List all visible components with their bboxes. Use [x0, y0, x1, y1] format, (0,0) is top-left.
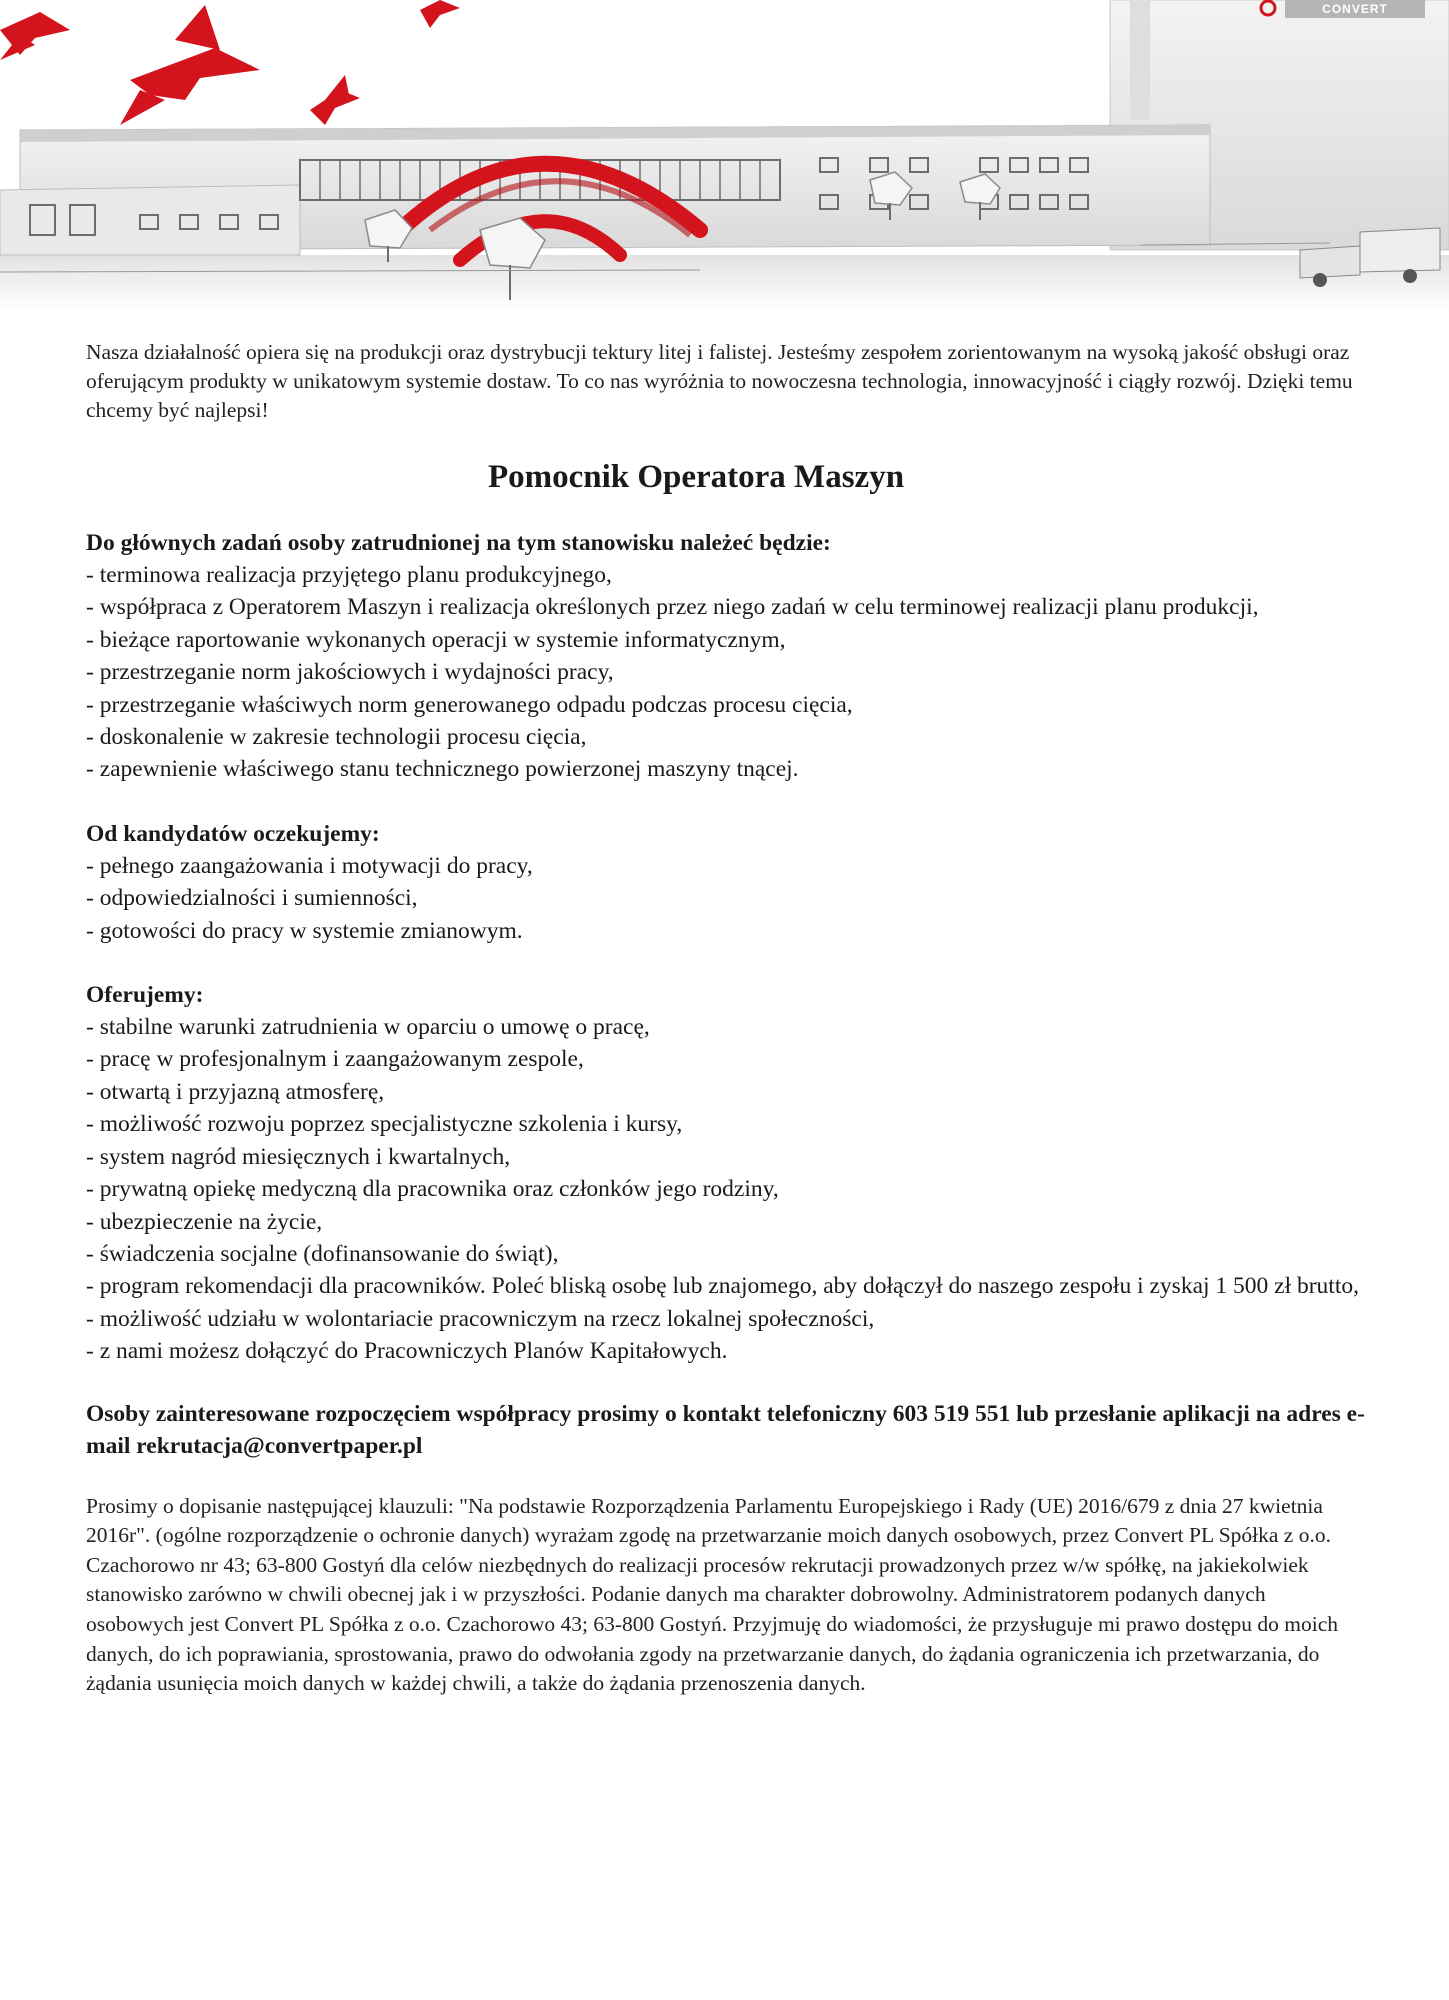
- list-item: - pełnego zaangażowania i motywacji do pracy,: [86, 852, 533, 879]
- offer-heading: Oferujemy:: [86, 982, 204, 1009]
- duties-heading: Do głównych zadań osoby zatrudnionej na tym stanowisku należeć będzie:: [86, 530, 831, 556]
- gdpr-clause: Prosimy o dopisanie następującej klauzuli: "Na podstawie Rozporządzenia Parlamentu Europejskiego i Rady (UE) 2016/679 z dnia 27 kwietnia 2016r". (ogólne rozporządzenie o ochronie danych) wyrażam zgodę na przetwarzanie moich danych osobowych, przez Convert PL Spółka z o.o. Czachorowo nr 43; 63-800 Gostyń dla celów niezbędnych do realizacji procesów rekrutacji prowadzonych przez w/w spółkę, na jakiekolwiek stanowisko zarówno w chwili obecnej jak i w przyszłości. Podanie danych ma charakter dobrowolny. Administratorem podanych danych osobowych jest Convert PL Spółka z o.o. Czachorowo 43; 63-800 Gostyń. Przyjmuję do wiadomości, że przysługuje mi prawo dostępu do moich danych, do ich poprawiania, sprostowania, prawo do odwołania zgody na przetwarzanie danych, do żądania ograniczenia ich przetwarzania, do żądania usunięcia moich danych w każdej chwili, a także do żądania przenoszenia danych.: [86, 1493, 1338, 1696]
- list-item: - prywatną opiekę medyczną dla pracownika oraz członków jego rodziny,: [86, 1176, 779, 1203]
- list-item: - przestrzeganie norm jakościowych i wydajności pracy,: [86, 659, 614, 686]
- company-intro: Nasza działalność opiera się na produkcji oraz dystrybucji tektury litej i falistej. Jesteśmy zespołem zorientowanym na wysoką jakość obsługi oraz oferującym produkty w unikatowym systemie dostaw. To co nas wyróżnia to nowoczesna technologia, innowacyjność i ciągły rozwój. Dzięki temu chcemy być najlepsi!: [86, 340, 1353, 422]
- list-item: - pracę w profesjonalnym i zaangażowanym zespole,: [86, 1046, 584, 1073]
- factory-illustration: [0, 0, 1449, 320]
- duties-section: [86, 527, 1366, 786]
- list-item: - z nami możesz dołączyć do Pracowniczych Planów Kapitałowych.: [86, 1338, 728, 1365]
- list-item: - zapewnienie właściwego stanu technicznego powierzonej maszyny tnącej.: [86, 756, 799, 783]
- job-posting: [86, 338, 1366, 1699]
- header-banner: [0, 0, 1449, 320]
- job-title: Pomocnik Operatora Maszyn: [487, 459, 905, 495]
- list-item: - możliwość rozwoju poprzez specjalistyczne szkolenia i kursy,: [86, 1111, 683, 1138]
- expectations-list: [86, 850, 1366, 947]
- offer-list: [86, 1011, 1366, 1367]
- expectations-heading: Od kandydatów oczekujemy:: [86, 820, 380, 847]
- list-item: - gotowości do pracy w systemie zmianowym.: [86, 917, 523, 944]
- list-item: - doskonalenie w zakresie technologii procesu cięcia,: [86, 724, 587, 751]
- duties-list: [86, 559, 1366, 786]
- list-item: - otwartą i przyjazną atmosferę,: [86, 1078, 385, 1105]
- list-item: - świadczenia socjalne (dofinansowanie do świąt),: [86, 1240, 559, 1267]
- list-item: - współpraca z Operatorem Maszyn i realizacja określonych przez niego zadań w celu terminowej realizacji planu produkcji,: [86, 594, 1259, 621]
- list-item: - stabilne warunki zatrudnienia w oparciu o umowę o pracę,: [86, 1014, 650, 1041]
- company-logo: CONVERT: [1285, 0, 1425, 18]
- list-item: - program rekomendacji dla pracowników. Poleć bliską osobę lub znajomego, aby dołączył do naszego zespołu i zyskaj 1 500 zł brutto,: [86, 1273, 1359, 1300]
- list-item: - ubezpieczenie na życie,: [86, 1208, 323, 1235]
- offer-section: [86, 979, 1366, 1367]
- list-item: - odpowiedzialności i sumienności,: [86, 885, 418, 912]
- list-item: - bieżące raportowanie wykonanych operacji w systemie informatycznym,: [86, 626, 786, 653]
- contact-info: Osoby zainteresowane rozpoczęciem współpracy prosimy o kontakt telefoniczny 603 519 551 lub przesłanie aplikacji na adres e-mail rekrutacja@convertpaper.pl: [86, 1400, 1365, 1459]
- list-item: - system nagród miesięcznych i kwartalnych,: [86, 1143, 511, 1170]
- list-item: - terminowa realizacja przyjętego planu produkcyjnego,: [86, 562, 612, 588]
- list-item: - przestrzeganie właściwych norm generowanego odpadu podczas procesu cięcia,: [86, 691, 853, 718]
- expectations-section: [86, 818, 1366, 947]
- list-item: - możliwość udziału w wolontariacie pracowniczym na rzecz lokalnej społeczności,: [86, 1305, 875, 1332]
